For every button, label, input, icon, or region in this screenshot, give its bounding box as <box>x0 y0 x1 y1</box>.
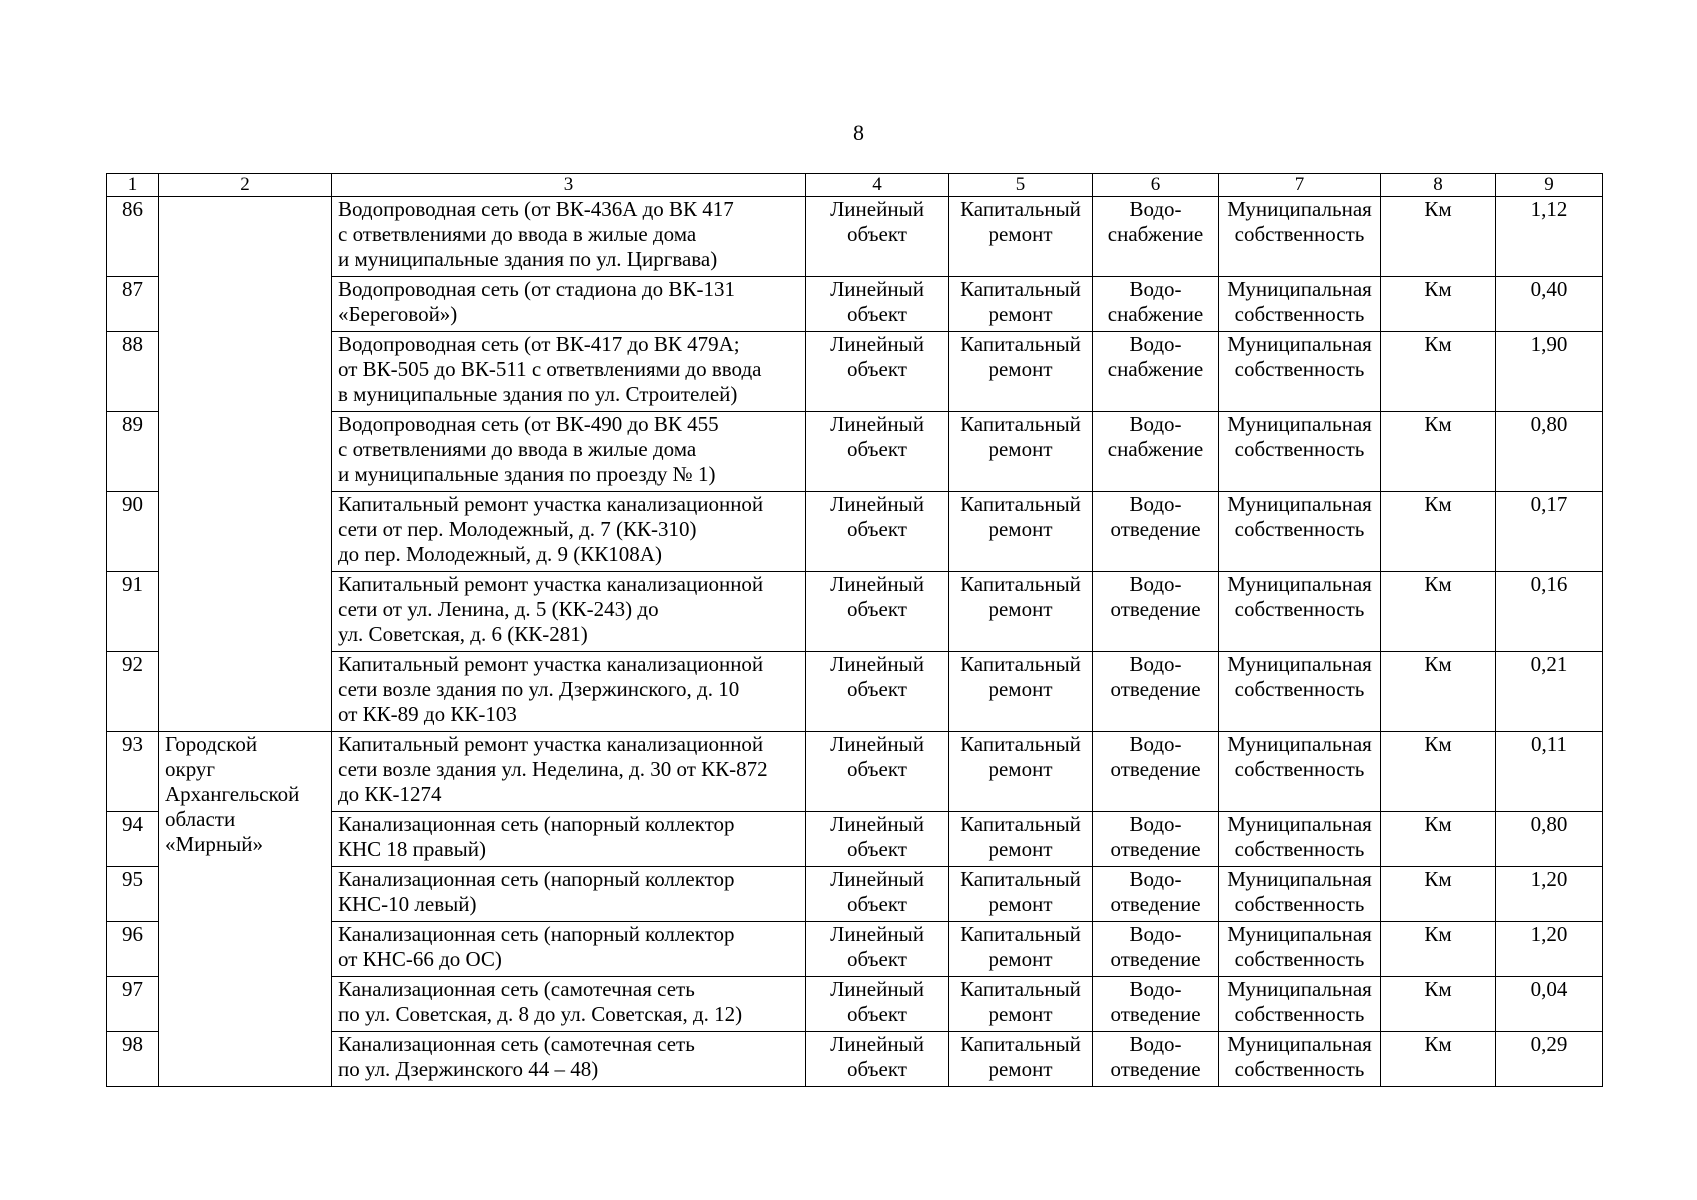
cell-line: «Мирный» <box>165 832 263 856</box>
cell-line: Архангельской <box>165 782 300 806</box>
cell-line: сети от ул. Ленина, д. 5 (КК-243) до <box>338 597 659 621</box>
cell-line: объект <box>847 837 907 861</box>
cell-line: ул. Советская, д. 6 (КК-281) <box>338 622 588 646</box>
object-kind-cell <box>806 197 949 277</box>
object-name-cell <box>332 197 806 277</box>
cell-line: Капитальный <box>960 572 1081 596</box>
unit-cell: Км <box>1381 652 1496 732</box>
cell-line: отведение <box>1110 597 1201 621</box>
row-number-cell: 96 <box>107 922 159 977</box>
region-cell <box>159 197 332 732</box>
table-row <box>107 412 1603 492</box>
cell-line: Линейный <box>830 977 924 1001</box>
cell-line: в муниципальные здания по ул. Строителей) <box>338 382 738 406</box>
ownership-cell <box>1219 977 1381 1032</box>
value-cell: 0,80 <box>1496 412 1603 492</box>
cell-line: объект <box>847 517 907 541</box>
cell-line: Линейный <box>830 197 924 221</box>
column-header: 5 <box>949 174 1093 197</box>
cell-line: по ул. Советская, д. 8 до ул. Советская, д. 12) <box>338 1002 743 1026</box>
cell-line: Водо- <box>1129 977 1182 1001</box>
cell-line: с ответвлениями до ввода в жилые дома <box>338 222 697 246</box>
cell-line: по ул. Дзержинского 44 – 48) <box>338 1057 599 1081</box>
cell-line: Линейный <box>830 1032 924 1056</box>
column-header: 8 <box>1381 174 1496 197</box>
ownership-cell <box>1219 277 1381 332</box>
cell-line: Линейный <box>830 412 924 436</box>
column-header: 3 <box>332 174 806 197</box>
row-number-cell: 98 <box>107 1032 159 1087</box>
cell-line: отведение <box>1110 677 1201 701</box>
cell-line: ремонт <box>988 837 1053 861</box>
ownership-cell <box>1219 812 1381 867</box>
sphere-cell <box>1093 922 1219 977</box>
row-number-cell: 97 <box>107 977 159 1032</box>
cell-line: ремонт <box>988 947 1053 971</box>
table-row <box>107 1032 1603 1087</box>
cell-line: снабжение <box>1107 357 1204 381</box>
cell-line: объект <box>847 597 907 621</box>
cell-line: Водо- <box>1129 732 1182 756</box>
table-header <box>107 174 1603 197</box>
cell-line: Линейный <box>830 572 924 596</box>
row-number-cell: 88 <box>107 332 159 412</box>
cell-line: Муниципальная <box>1227 867 1372 891</box>
sphere-cell <box>1093 1032 1219 1087</box>
cell-line: собственность <box>1234 597 1365 621</box>
table-row <box>107 867 1603 922</box>
object-name-cell <box>332 277 806 332</box>
cell-line: Водопроводная сеть (от ВК-417 до ВК 479А; <box>338 332 740 356</box>
cell-line: собственность <box>1234 1057 1365 1081</box>
cell-line: Водо- <box>1129 277 1182 301</box>
cell-line: Водо- <box>1129 332 1182 356</box>
cell-line: собственность <box>1234 302 1365 326</box>
sphere-cell <box>1093 412 1219 492</box>
cell-line: Капитальный ремонт участка канализационной <box>338 572 764 596</box>
cell-line: снабжение <box>1107 302 1204 326</box>
ownership-cell <box>1219 1032 1381 1087</box>
value-cell: 0,04 <box>1496 977 1603 1032</box>
table-row <box>107 332 1603 412</box>
cell-line: Линейный <box>830 492 924 516</box>
cell-line: Муниципальная <box>1227 732 1372 756</box>
cell-line: и муниципальные здания по проезду № 1) <box>338 462 716 486</box>
cell-line: от КК-89 до КК-103 <box>338 702 517 726</box>
ownership-cell <box>1219 652 1381 732</box>
cell-line: «Береговой») <box>338 302 458 326</box>
cell-line: Муниципальная <box>1227 197 1372 221</box>
cell-line: объект <box>847 677 907 701</box>
cell-line: объект <box>847 222 907 246</box>
cell-line: Капитальный <box>960 922 1081 946</box>
cell-line: сети от пер. Молодежный, д. 7 (КК-310) <box>338 517 697 541</box>
cell-line: Капитальный <box>960 812 1081 836</box>
unit-cell: Км <box>1381 277 1496 332</box>
cell-line: Капитальный <box>960 412 1081 436</box>
cell-line: Линейный <box>830 812 924 836</box>
cell-line: ремонт <box>988 892 1053 916</box>
cell-line: снабжение <box>1107 222 1204 246</box>
cell-line: Капитальный ремонт участка канализационной <box>338 652 764 676</box>
object-kind-cell <box>806 412 949 492</box>
cell-line: Водопроводная сеть (от стадиона до ВК-131 <box>338 277 735 301</box>
work-type-cell <box>949 277 1093 332</box>
cell-line: Капитальный <box>960 652 1081 676</box>
cell-line: сети возле здания ул. Неделина, д. 30 от КК-872 <box>338 757 768 781</box>
work-type-cell <box>949 812 1093 867</box>
work-type-cell <box>949 732 1093 812</box>
cell-line: отведение <box>1110 517 1201 541</box>
unit-cell: Км <box>1381 197 1496 277</box>
cell-line: собственность <box>1234 437 1365 461</box>
row-number-cell: 91 <box>107 572 159 652</box>
cell-line: Муниципальная <box>1227 922 1372 946</box>
cell-line: Муниципальная <box>1227 412 1372 436</box>
cell-line: собственность <box>1234 837 1365 861</box>
work-type-cell <box>949 332 1093 412</box>
row-number-cell: 90 <box>107 492 159 572</box>
cell-line: Муниципальная <box>1227 332 1372 356</box>
cell-line: Линейный <box>830 332 924 356</box>
table-row <box>107 572 1603 652</box>
sphere-cell <box>1093 492 1219 572</box>
value-cell: 1,12 <box>1496 197 1603 277</box>
cell-line: ремонт <box>988 302 1053 326</box>
cell-line: Капитальный <box>960 977 1081 1001</box>
cell-line: отведение <box>1110 1002 1201 1026</box>
object-name-cell <box>332 652 806 732</box>
object-name-cell <box>332 1032 806 1087</box>
cell-line: снабжение <box>1107 437 1204 461</box>
work-type-cell <box>949 977 1093 1032</box>
cell-line: собственность <box>1234 517 1365 541</box>
cell-line: ремонт <box>988 757 1053 781</box>
cell-line: сети возле здания по ул. Дзержинского, д. 10 <box>338 677 740 701</box>
column-header: 9 <box>1496 174 1603 197</box>
cell-line: до КК-1274 <box>338 782 442 806</box>
column-header: 4 <box>806 174 949 197</box>
cell-line: объект <box>847 1002 907 1026</box>
row-number-cell: 87 <box>107 277 159 332</box>
ownership-cell <box>1219 572 1381 652</box>
value-cell: 1,20 <box>1496 867 1603 922</box>
cell-line: Капитальный ремонт участка канализационной <box>338 492 764 516</box>
cell-line: Муниципальная <box>1227 652 1372 676</box>
value-cell: 0,80 <box>1496 812 1603 867</box>
cell-line: Муниципальная <box>1227 977 1372 1001</box>
value-cell: 0,40 <box>1496 277 1603 332</box>
cell-line: КНС 18 правый) <box>338 837 486 861</box>
row-number-cell: 92 <box>107 652 159 732</box>
object-kind-cell <box>806 332 949 412</box>
cell-line: собственность <box>1234 1002 1365 1026</box>
object-name-cell <box>332 332 806 412</box>
sphere-cell <box>1093 197 1219 277</box>
row-number-cell: 86 <box>107 197 159 277</box>
cell-line: объект <box>847 947 907 971</box>
unit-cell: Км <box>1381 732 1496 812</box>
row-number-cell: 89 <box>107 412 159 492</box>
cell-line: Капитальный <box>960 197 1081 221</box>
column-header: 7 <box>1219 174 1381 197</box>
cell-line: от КНС-66 до ОС) <box>338 947 502 971</box>
cell-line: собственность <box>1234 677 1365 701</box>
ownership-cell <box>1219 492 1381 572</box>
cell-line: ремонт <box>988 1057 1053 1081</box>
value-cell: 0,17 <box>1496 492 1603 572</box>
ownership-cell <box>1219 197 1381 277</box>
cell-line: отведение <box>1110 892 1201 916</box>
cell-line: Канализационная сеть (самотечная сеть <box>338 977 695 1001</box>
cell-line: Канализационная сеть (самотечная сеть <box>338 1032 695 1056</box>
value-cell: 0,11 <box>1496 732 1603 812</box>
cell-line: отведение <box>1110 947 1201 971</box>
work-type-cell <box>949 197 1093 277</box>
sphere-cell <box>1093 977 1219 1032</box>
ownership-cell <box>1219 732 1381 812</box>
cell-line: Водо- <box>1129 652 1182 676</box>
row-number-cell: 93 <box>107 732 159 812</box>
object-kind-cell <box>806 812 949 867</box>
unit-cell: Км <box>1381 867 1496 922</box>
cell-line: Водо- <box>1129 812 1182 836</box>
cell-line: Водо- <box>1129 1032 1182 1056</box>
cell-line: Муниципальная <box>1227 572 1372 596</box>
cell-line: ремонт <box>988 222 1053 246</box>
region-cell <box>159 732 332 1087</box>
cell-line: Капитальный <box>960 867 1081 891</box>
cell-line: Капитальный <box>960 1032 1081 1056</box>
sphere-cell <box>1093 812 1219 867</box>
sphere-cell <box>1093 652 1219 732</box>
object-kind-cell <box>806 867 949 922</box>
cell-line: Капитальный <box>960 492 1081 516</box>
cell-line: Водо- <box>1129 572 1182 596</box>
cell-line: собственность <box>1234 892 1365 916</box>
cell-line: Водопроводная сеть (от ВК-490 до ВК 455 <box>338 412 719 436</box>
cell-line: Капитальный <box>960 332 1081 356</box>
sphere-cell <box>1093 732 1219 812</box>
cell-line: Муниципальная <box>1227 1032 1372 1056</box>
cell-line: Муниципальная <box>1227 812 1372 836</box>
sphere-cell <box>1093 277 1219 332</box>
cell-line: Линейный <box>830 732 924 756</box>
cell-line: объект <box>847 1057 907 1081</box>
cell-line: ремонт <box>988 517 1053 541</box>
object-name-cell <box>332 492 806 572</box>
value-cell: 0,21 <box>1496 652 1603 732</box>
value-cell: 1,20 <box>1496 922 1603 977</box>
object-name-cell <box>332 732 806 812</box>
object-kind-cell <box>806 977 949 1032</box>
cell-line: Водо- <box>1129 412 1182 436</box>
cell-line: и муниципальные здания по ул. Циргвава) <box>338 247 718 271</box>
object-name-cell <box>332 572 806 652</box>
unit-cell: Км <box>1381 572 1496 652</box>
ownership-cell <box>1219 332 1381 412</box>
cell-line: Капитальный <box>960 732 1081 756</box>
work-type-cell <box>949 652 1093 732</box>
cell-line: собственность <box>1234 947 1365 971</box>
cell-line: до пер. Молодежный, д. 9 (КК108А) <box>338 542 662 566</box>
object-kind-cell <box>806 572 949 652</box>
table-row <box>107 652 1603 732</box>
unit-cell: Км <box>1381 412 1496 492</box>
cell-line: отведение <box>1110 1057 1201 1081</box>
column-header: 1 <box>107 174 159 197</box>
object-kind-cell <box>806 1032 949 1087</box>
cell-line: Канализационная сеть (напорный коллектор <box>338 812 735 836</box>
cell-line: ремонт <box>988 1002 1053 1026</box>
unit-cell: Км <box>1381 492 1496 572</box>
work-type-cell <box>949 572 1093 652</box>
cell-line: Линейный <box>830 277 924 301</box>
registry-table <box>106 173 1603 1087</box>
object-name-cell <box>332 922 806 977</box>
ownership-cell <box>1219 867 1381 922</box>
table-body <box>107 197 1603 1087</box>
cell-line: Муниципальная <box>1227 277 1372 301</box>
cell-line: ремонт <box>988 437 1053 461</box>
value-cell: 0,29 <box>1496 1032 1603 1087</box>
cell-line: Муниципальная <box>1227 492 1372 516</box>
sphere-cell <box>1093 867 1219 922</box>
cell-line: КНС-10 левый) <box>338 892 477 916</box>
table-row <box>107 922 1603 977</box>
cell-line: объект <box>847 357 907 381</box>
unit-cell: Км <box>1381 1032 1496 1087</box>
cell-line: Водо- <box>1129 197 1182 221</box>
cell-line: объект <box>847 892 907 916</box>
sphere-cell <box>1093 332 1219 412</box>
object-name-cell <box>332 812 806 867</box>
object-kind-cell <box>806 922 949 977</box>
cell-line: округ <box>165 757 216 781</box>
value-cell: 0,16 <box>1496 572 1603 652</box>
work-type-cell <box>949 492 1093 572</box>
cell-line: собственность <box>1234 357 1365 381</box>
page-number: 8 <box>853 120 864 145</box>
cell-line: Водо- <box>1129 867 1182 891</box>
work-type-cell <box>949 922 1093 977</box>
object-name-cell <box>332 412 806 492</box>
cell-line: ремонт <box>988 597 1053 621</box>
table-row <box>107 977 1603 1032</box>
row-number-cell: 94 <box>107 812 159 867</box>
row-number-cell: 95 <box>107 867 159 922</box>
object-kind-cell <box>806 732 949 812</box>
table-row <box>107 732 1603 812</box>
cell-line: ремонт <box>988 357 1053 381</box>
cell-line: Водопроводная сеть (от ВК-436А до ВК 417 <box>338 197 734 221</box>
object-name-cell <box>332 977 806 1032</box>
cell-line: Канализационная сеть (напорный коллектор <box>338 922 735 946</box>
table-row <box>107 197 1603 277</box>
object-name-cell <box>332 867 806 922</box>
cell-line: объект <box>847 302 907 326</box>
cell-line: собственность <box>1234 222 1365 246</box>
cell-line: от ВК-505 до ВК-511 с ответвлениями до ввода <box>338 357 762 381</box>
work-type-cell <box>949 867 1093 922</box>
work-type-cell <box>949 412 1093 492</box>
ownership-cell <box>1219 922 1381 977</box>
work-type-cell <box>949 1032 1093 1087</box>
column-header: 2 <box>159 174 332 197</box>
cell-line: Канализационная сеть (напорный коллектор <box>338 867 735 891</box>
cell-line: Водо- <box>1129 492 1182 516</box>
table-row <box>107 812 1603 867</box>
cell-line: отведение <box>1110 757 1201 781</box>
unit-cell: Км <box>1381 812 1496 867</box>
cell-line: объект <box>847 437 907 461</box>
unit-cell: Км <box>1381 332 1496 412</box>
object-kind-cell <box>806 652 949 732</box>
sphere-cell <box>1093 572 1219 652</box>
cell-line: Линейный <box>830 922 924 946</box>
cell-line: ремонт <box>988 677 1053 701</box>
cell-line: Водо- <box>1129 922 1182 946</box>
cell-line: с ответвлениями до ввода в жилые дома <box>338 437 697 461</box>
value-cell: 1,90 <box>1496 332 1603 412</box>
object-kind-cell <box>806 492 949 572</box>
cell-line: Линейный <box>830 652 924 676</box>
header-row <box>107 174 1603 197</box>
cell-line: собственность <box>1234 757 1365 781</box>
object-kind-cell <box>806 277 949 332</box>
table-row <box>107 492 1603 572</box>
cell-line: области <box>165 807 236 831</box>
cell-line: Городской <box>165 732 258 756</box>
cell-line: объект <box>847 757 907 781</box>
cell-line: отведение <box>1110 837 1201 861</box>
unit-cell: Км <box>1381 922 1496 977</box>
ownership-cell <box>1219 412 1381 492</box>
column-header: 6 <box>1093 174 1219 197</box>
table-row <box>107 277 1603 332</box>
unit-cell: Км <box>1381 977 1496 1032</box>
cell-line: Капитальный <box>960 277 1081 301</box>
cell-line: Линейный <box>830 867 924 891</box>
cell-line: Капитальный ремонт участка канализационной <box>338 732 764 756</box>
